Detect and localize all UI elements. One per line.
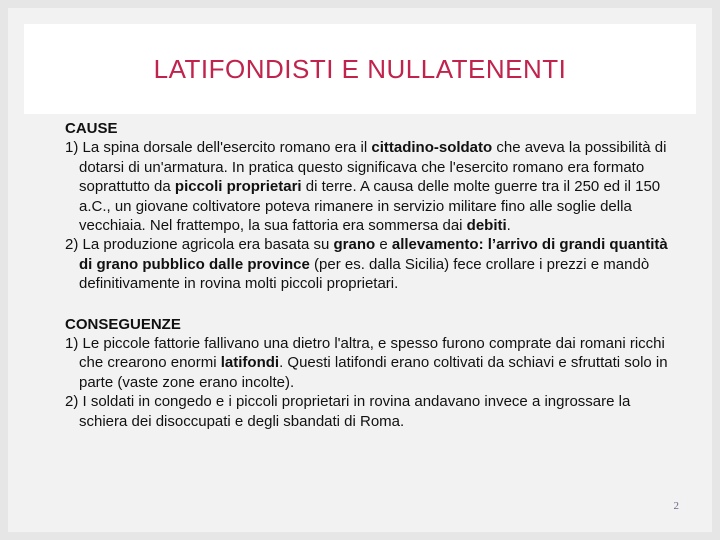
causes-heading: CAUSE: [65, 120, 118, 137]
page-number: 2: [673, 500, 679, 512]
cause-item-1: 1) La spina dorsale dell'esercito romano era il cittadino-soldato che aveva la possibilità di dotarsi di un'armatura. In pratica questo significava che l'esercito romano era formato soprattutto da piccoli proprietari di terre. A causa delle molte guerre tra il 250 ed il 150 a.C., un giovane coltivatore poteva rimanere in servizio militare fino alle soglie della vecchiaia. Nel frattempo, la sua fattoria era sommersa dai debiti.: [65, 139, 667, 235]
slide: [8, 8, 712, 532]
consequences-heading: CONSEGUENZE: [65, 315, 181, 333]
cause-item-2: 2) La produzione agricola era basata su grano e allevamento: l’arrivo di grandi quantità di grano pubblico dalle province (per es. dalla Sicilia) fece crollare i prezzi e mandò definitivamente in rovina molti piccoli proprietari.: [65, 236, 668, 293]
slide-title: LATIFONDISTI E NULLATENENTI: [153, 53, 567, 84]
slide-content: [65, 119, 675, 431]
consequence-item-1: 1) Le piccole fattorie fallivano una dietro l'altra, e spesso furono comprate dai romani ricchi che crearono enormi latifondi. Questi latifondi erano coltivati da schiavi e sfruttati solo in parte (vaste zone erano incolte).: [65, 335, 668, 391]
title-box: [24, 24, 696, 114]
section-gap: [65, 294, 675, 315]
consequence-item-2: 2) I soldati in congedo e i piccoli proprietari in rovina andavano invece a ingrossare la schiera dei disoccupati e degli sbandati di Roma.: [65, 393, 631, 430]
